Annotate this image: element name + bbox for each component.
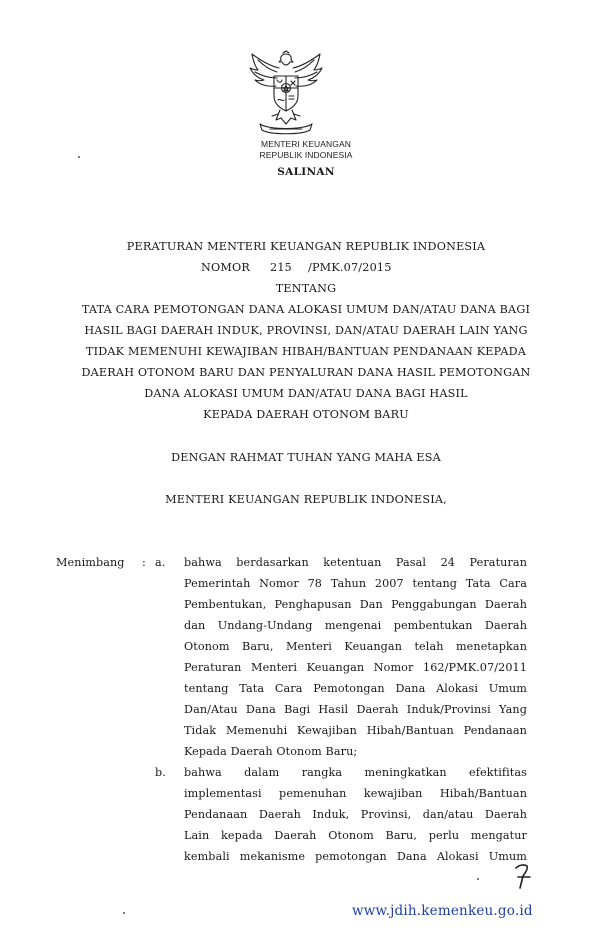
item-line: Peraturan Menteri Keuangan Nomor 162/PMK.07/2011 (184, 661, 527, 674)
scan-speck (123, 912, 125, 914)
regulation-title: PERATURAN MENTERI KEUANGAN REPUBLIK INDONESIA (126, 240, 486, 253)
item-line: bahwa dalam rangka meningkatkan efektifitas (184, 766, 527, 779)
subject-line: KEPADA DAERAH OTONOM BARU (203, 408, 409, 421)
item-line: bahwa berdasarkan ketentuan Pasal 24 Peraturan (184, 556, 527, 569)
paraf-icon (510, 862, 536, 892)
consideration-item-a (184, 552, 527, 762)
minister-heading: MENTERI KEUANGAN REPUBLIK INDONESIA, (165, 493, 447, 506)
ministry-line-2: REPUBLIK INDONESIA (259, 150, 353, 160)
copy-label: SALINAN (277, 166, 335, 178)
item-line: kembali mekanisme pemotongan Dana Alokasi Umum (184, 850, 527, 863)
item-line: Pemerintah Nomor 78 Tahun 2007 tentang Tata Cara (184, 577, 527, 590)
ministry-line-1: MENTERI KEUANGAN (261, 139, 351, 149)
item-line: Pembentukan, Penghapusan Dan Penggabungan Daerah (184, 598, 527, 611)
item-line: Kepada Daerah Otonom Baru; (184, 745, 358, 758)
scan-speck (78, 156, 80, 158)
item-line: tentang Tata Cara Pemotongan Dana Alokasi Umum (184, 682, 527, 695)
scan-speck (477, 878, 479, 880)
number-label: NOMOR (201, 261, 251, 274)
regulation-subject (0, 299, 612, 425)
subject-line: TATA CARA PEMOTONGAN DANA ALOKASI UMUM DAN/ATAU DANA BAGI (81, 303, 531, 316)
item-line: implementasi pemenuhan kewajiban Hibah/Bantuan (184, 787, 527, 800)
item-line: Otonom Baru, Menteri Keuangan telah menetapkan (184, 640, 527, 653)
considerations-label: Menimbang (56, 556, 125, 569)
garuda-emblem-icon (246, 50, 326, 136)
item-b-marker: b. (155, 766, 166, 779)
subject-line: DAERAH OTONOM BARU DAN PENYALURAN DANA HASIL PEMOTONGAN (81, 366, 531, 379)
subject-line: TIDAK MEMENUHI KEWAJIBAN HIBAH/BANTUAN PENDANAAN KEPADA (85, 345, 527, 358)
number-suffix: /PMK.07/2015 (307, 261, 392, 274)
regulation-number (201, 257, 392, 278)
ministry-name (0, 139, 612, 161)
item-line: Dan/Atau Dana Bagi Hasil Daerah Induk/Provinsi Yang (184, 703, 527, 716)
item-line: Pendanaan Daerah Induk, Provinsi, dan/atau Daerah (184, 808, 527, 821)
item-line: dan Undang-Undang mengenai pembentukan Daerah (184, 619, 527, 632)
item-a-marker: a. (155, 556, 166, 569)
subject-line: DANA ALOKASI UMUM DAN/ATAU DANA BAGI HASIL (144, 387, 468, 400)
item-line: Lain kepada Daerah Otonom Baru, perlu mengatur (184, 829, 527, 842)
number-value: 215 (270, 261, 292, 274)
item-line: Tidak Memenuhi Kewajiban Hibah/Bantuan Pendanaan (184, 724, 527, 737)
considerations-separator: : (142, 556, 146, 569)
website-link[interactable]: www.jdih.kemenkeu.go.id (352, 903, 533, 919)
consideration-item-b (184, 762, 527, 867)
subject-line: HASIL BAGI DAERAH INDUK, PROVINSI, DAN/ATAU DAERAH LAIN YANG (84, 324, 528, 337)
invocation: DENGAN RAHMAT TUHAN YANG MAHA ESA (171, 451, 441, 464)
about-label: TENTANG (275, 282, 337, 295)
